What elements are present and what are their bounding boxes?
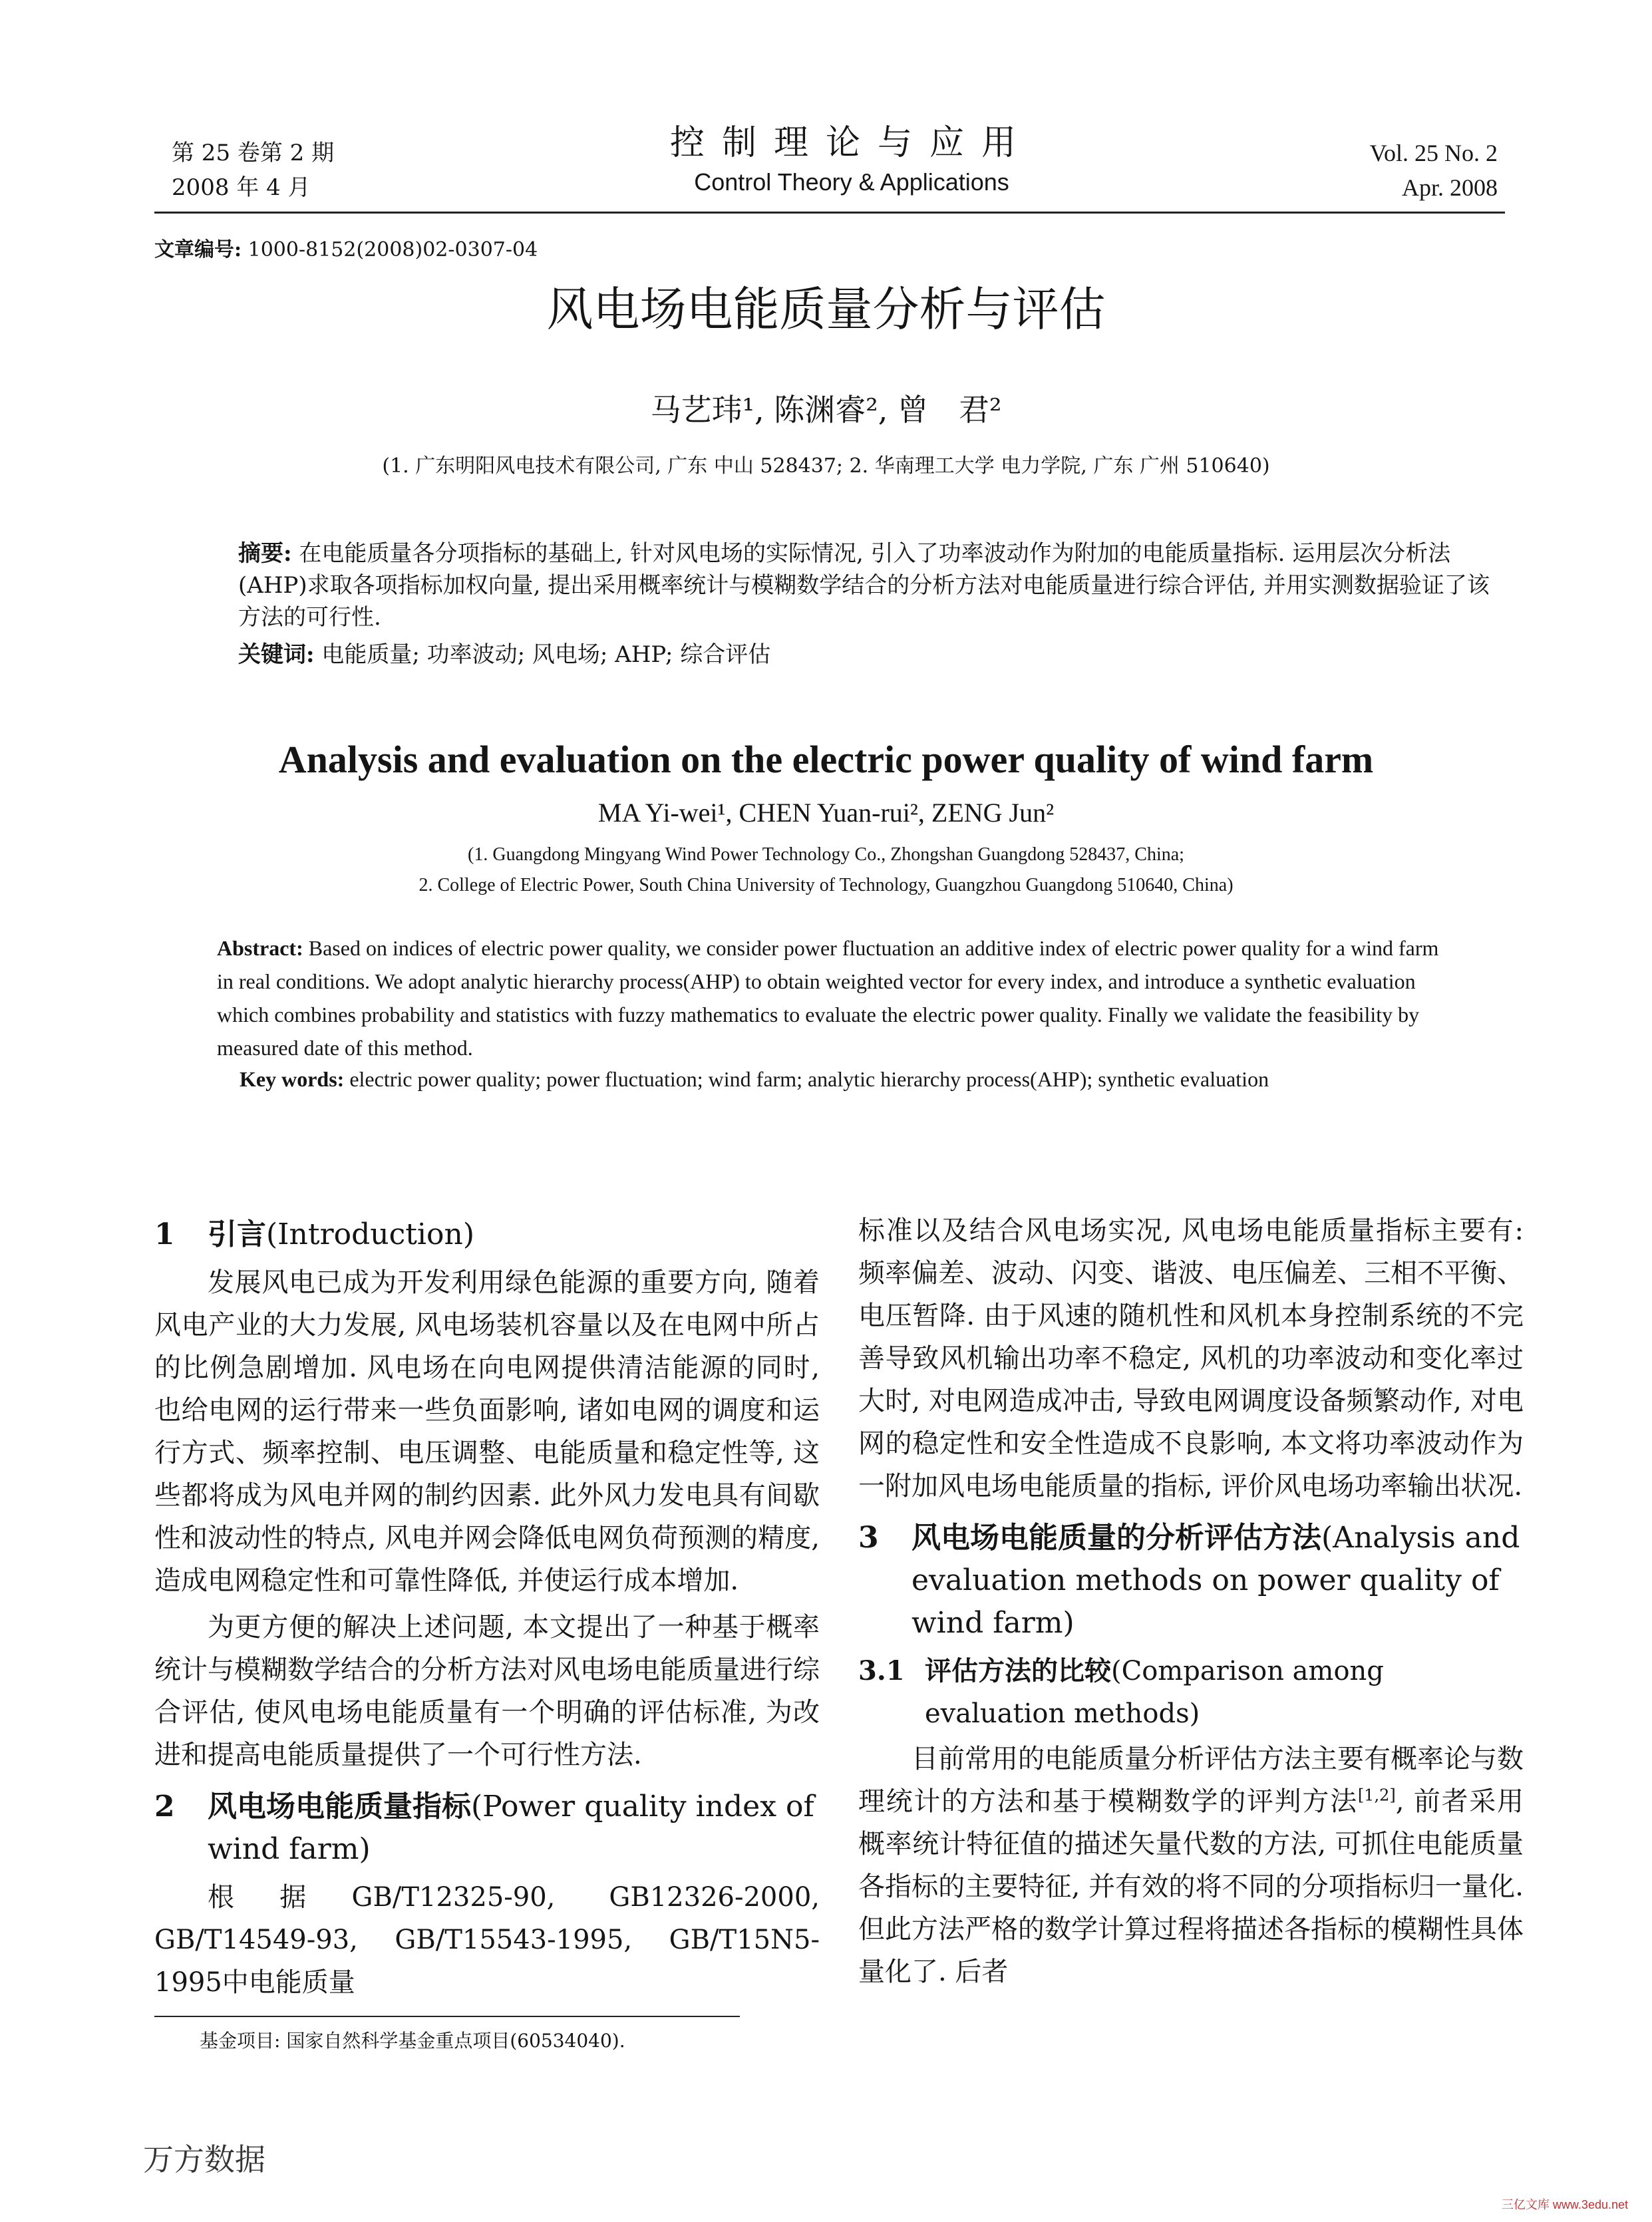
section-3-1-paragraph-1 [858,1738,1524,1993]
article-number [154,233,538,262]
keywords-en [240,1067,1504,1092]
article-number-value: 1000-8152(2008)02-0307-04 [248,238,538,261]
keywords-en-label: Key words: [240,1067,345,1091]
section-1-heading [154,1213,820,1256]
abstract-en-label: Abstract: [217,936,303,960]
journal-title-cn: 控制理论与应用 [669,123,1033,163]
keywords-en-text: electric power quality; power fluctuation; wind farm; analytic hierarchy process(AHP); synthetic evaluation [349,1067,1269,1091]
section-1-paragraph-1: 发展风电已成为开发利用绿色能源的重要方向, 随着风电产业的大力发展, 风电场装机容量以及在电网中所占的比例急剧增加. 风电场在向电网提供清洁能源的同时, 也给电网的运行带来一些负面影响, 诸如电网的调度和运行方式、频率控制、电压调整、电能质量和稳定性等, 这些都将成为风电并网的制约因素. 此外风力发电具有间歇性和波动性的特点, 风电并网会降低电网负荷预测的精度, 造成电网稳定性和可靠性降低, 并使运行成本增加. [154,1267,820,1596]
authors-en: MA Yi-wei¹, CHEN Yuan-rui², ZENG Jun² [597,798,1055,828]
funding-footnote: 基金项目: 国家自然科学基金重点项目(60534040). [200,2030,625,2052]
section-3-title-cn: 风电场电能质量的分析评估方法 [911,1521,1321,1555]
header-date-cn: 2008 年 4 月 [172,174,311,201]
article-number-label: 文章编号: [154,238,242,261]
site-watermark: 三亿文库 www.3edu.net [1501,2198,1628,2211]
header-volume-cn: 第 25 卷第 2 期 [172,140,335,166]
paper-title-en: Analysis and evaluation on the electric power quality of wind farm [278,738,1374,781]
affiliation-en [0,840,1652,901]
abstract-cn-text: 在电能质量各分项指标的基础上, 针对风电场的实际情况, 引入了功率波动作为附加的电能质量指标. 运用层次分析法(AHP)求取各项指标加权向量, 提出采用概率统计与模糊数学结合的分析方法对电能质量进行综合评估, 并用实测数据验证了该方法的可行性. [238,540,1490,631]
abstract-en [217,931,1456,1064]
section-3-1-text-a: 目前常用的电能质量分析评估方法主要有概率论与数理统计的方法和基于模糊数学的评判方法 [858,1744,1524,1817]
section-3-heading [858,1517,1524,1645]
paper-title-cn: 风电场电能质量分析与评估 [546,282,1106,337]
section-3-1-number: 3.1 [858,1655,905,1686]
section-2-title-en: (Power quality index of wind farm) [208,1790,814,1866]
section-3-1-text-b: , 前者采用概率统计特征值的描述矢量代数的方法, 可抓住电能质量各指标的主要特征, 并有效的将不同的分项指标归一量化. 但此方法严格的数学计算过程将描述各指标的模糊性具体量化了. 后者 [858,1786,1524,1987]
journal-title-en: Control Theory & Applications [694,168,1009,196]
section-2-title-cn: 风电场电能质量指标 [208,1790,471,1824]
section-2-paragraph-1-continued: 标准以及结合风电场实况, 风电场电能质量指标主要有: 频率偏差、波动、闪变、谐波、电压偏差、三相不平衡、电压暂降. 由于风速的随机性和风机本身控制系统的不完善导致风机输出功率不稳定, 风机的功率波动和变化率过大时, 对电网造成冲击, 导致电网调度设备频繁动作, 对电网的稳定性和安全性造成不良影响, 本文将功率波动作为一附加风电场电能质量的指标, 评价风电场功率输出状况. [858,1215,1524,1502]
section-3-title-en: (Analysis and evaluation methods on power quality of wind farm) [911,1521,1520,1640]
section-1-paragraph-2: 为更方便的解决上述问题, 本文提出了一种基于概率统计与模糊数学结合的分析方法对风电场电能质量进行综合评估, 使风电场电能质量有一个明确的评估标准, 为改进和提高电能质量提供了一个可行性方法. [154,1612,820,1770]
authors-cn: 马艺玮¹, 陈渊睿², 曾 君² [650,392,1002,428]
abstract-cn [238,538,1493,633]
section-2-number: 2 [154,1790,175,1824]
header-volume-en-block [1370,136,1498,205]
header-volume-cn-block [172,136,334,205]
body-column-right [858,1209,1524,1993]
section-1-number: 1 [154,1217,175,1251]
abstract-en-text: Based on indices of electric power quality, we consider power fluctuation an additive index of electric power quality for a wind farm in real conditions. We adopt analytic hierarchy process(AHP) to obtain weighted vector for every index, and introduce a synthetic evaluation which combines probability and statistics with fuzzy mathematics to evaluate the electric power quality. Finally we validate the feasibility by measured date of this method. [217,936,1439,1060]
keywords-cn [238,639,1493,671]
header-rule [154,212,1505,214]
affiliation-en-line2: 2. College of Electric Power, South China University of Technology, Guangzhou Guangdong 510640, China) [418,875,1234,895]
section-3-1-heading [858,1650,1524,1735]
footnote-rule [154,2016,740,2017]
wanfang-watermark: 万方数据 [143,2142,265,2177]
keywords-cn-label: 关键词: [238,641,315,668]
body-column-left [154,1209,820,2004]
section-2-paragraph-1: 根据GB/T12325-90, GB12326-2000, GB/T14549-93, GB/T15543-1995, GB/T15N5-1995中电能质量 [154,1882,820,1998]
section-3-1-title-cn: 评估方法的比较 [925,1655,1111,1686]
header-date-en: Apr. 2008 [1402,174,1498,201]
citation-1-2[interactable]: [1,2] [1357,1786,1396,1805]
section-1-title-cn: 引言 [208,1217,266,1251]
header-volume-en: Vol. 25 No. 2 [1369,140,1498,166]
affiliation-cn: (1. 广东明阳风电技术有限公司, 广东 中山 528437; 2. 华南理工大学 电力学院, 广东 广州 510640) [382,454,1270,478]
section-3-number: 3 [858,1521,879,1555]
section-1-title-en: (Introduction) [266,1217,474,1251]
abstract-cn-label: 摘要: [238,540,292,567]
section-2-heading [154,1786,820,1871]
affiliation-en-line1: (1. Guangdong Mingyang Wind Power Technology Co., Zhongshan Guangdong 528437, China; [468,844,1184,865]
section-3-1-title-en: (Comparison among evaluation methods) [925,1656,1384,1729]
journal-masthead [585,121,1118,200]
keywords-cn-text: 电能质量; 功率波动; 风电场; AHP; 综合评估 [321,641,771,668]
